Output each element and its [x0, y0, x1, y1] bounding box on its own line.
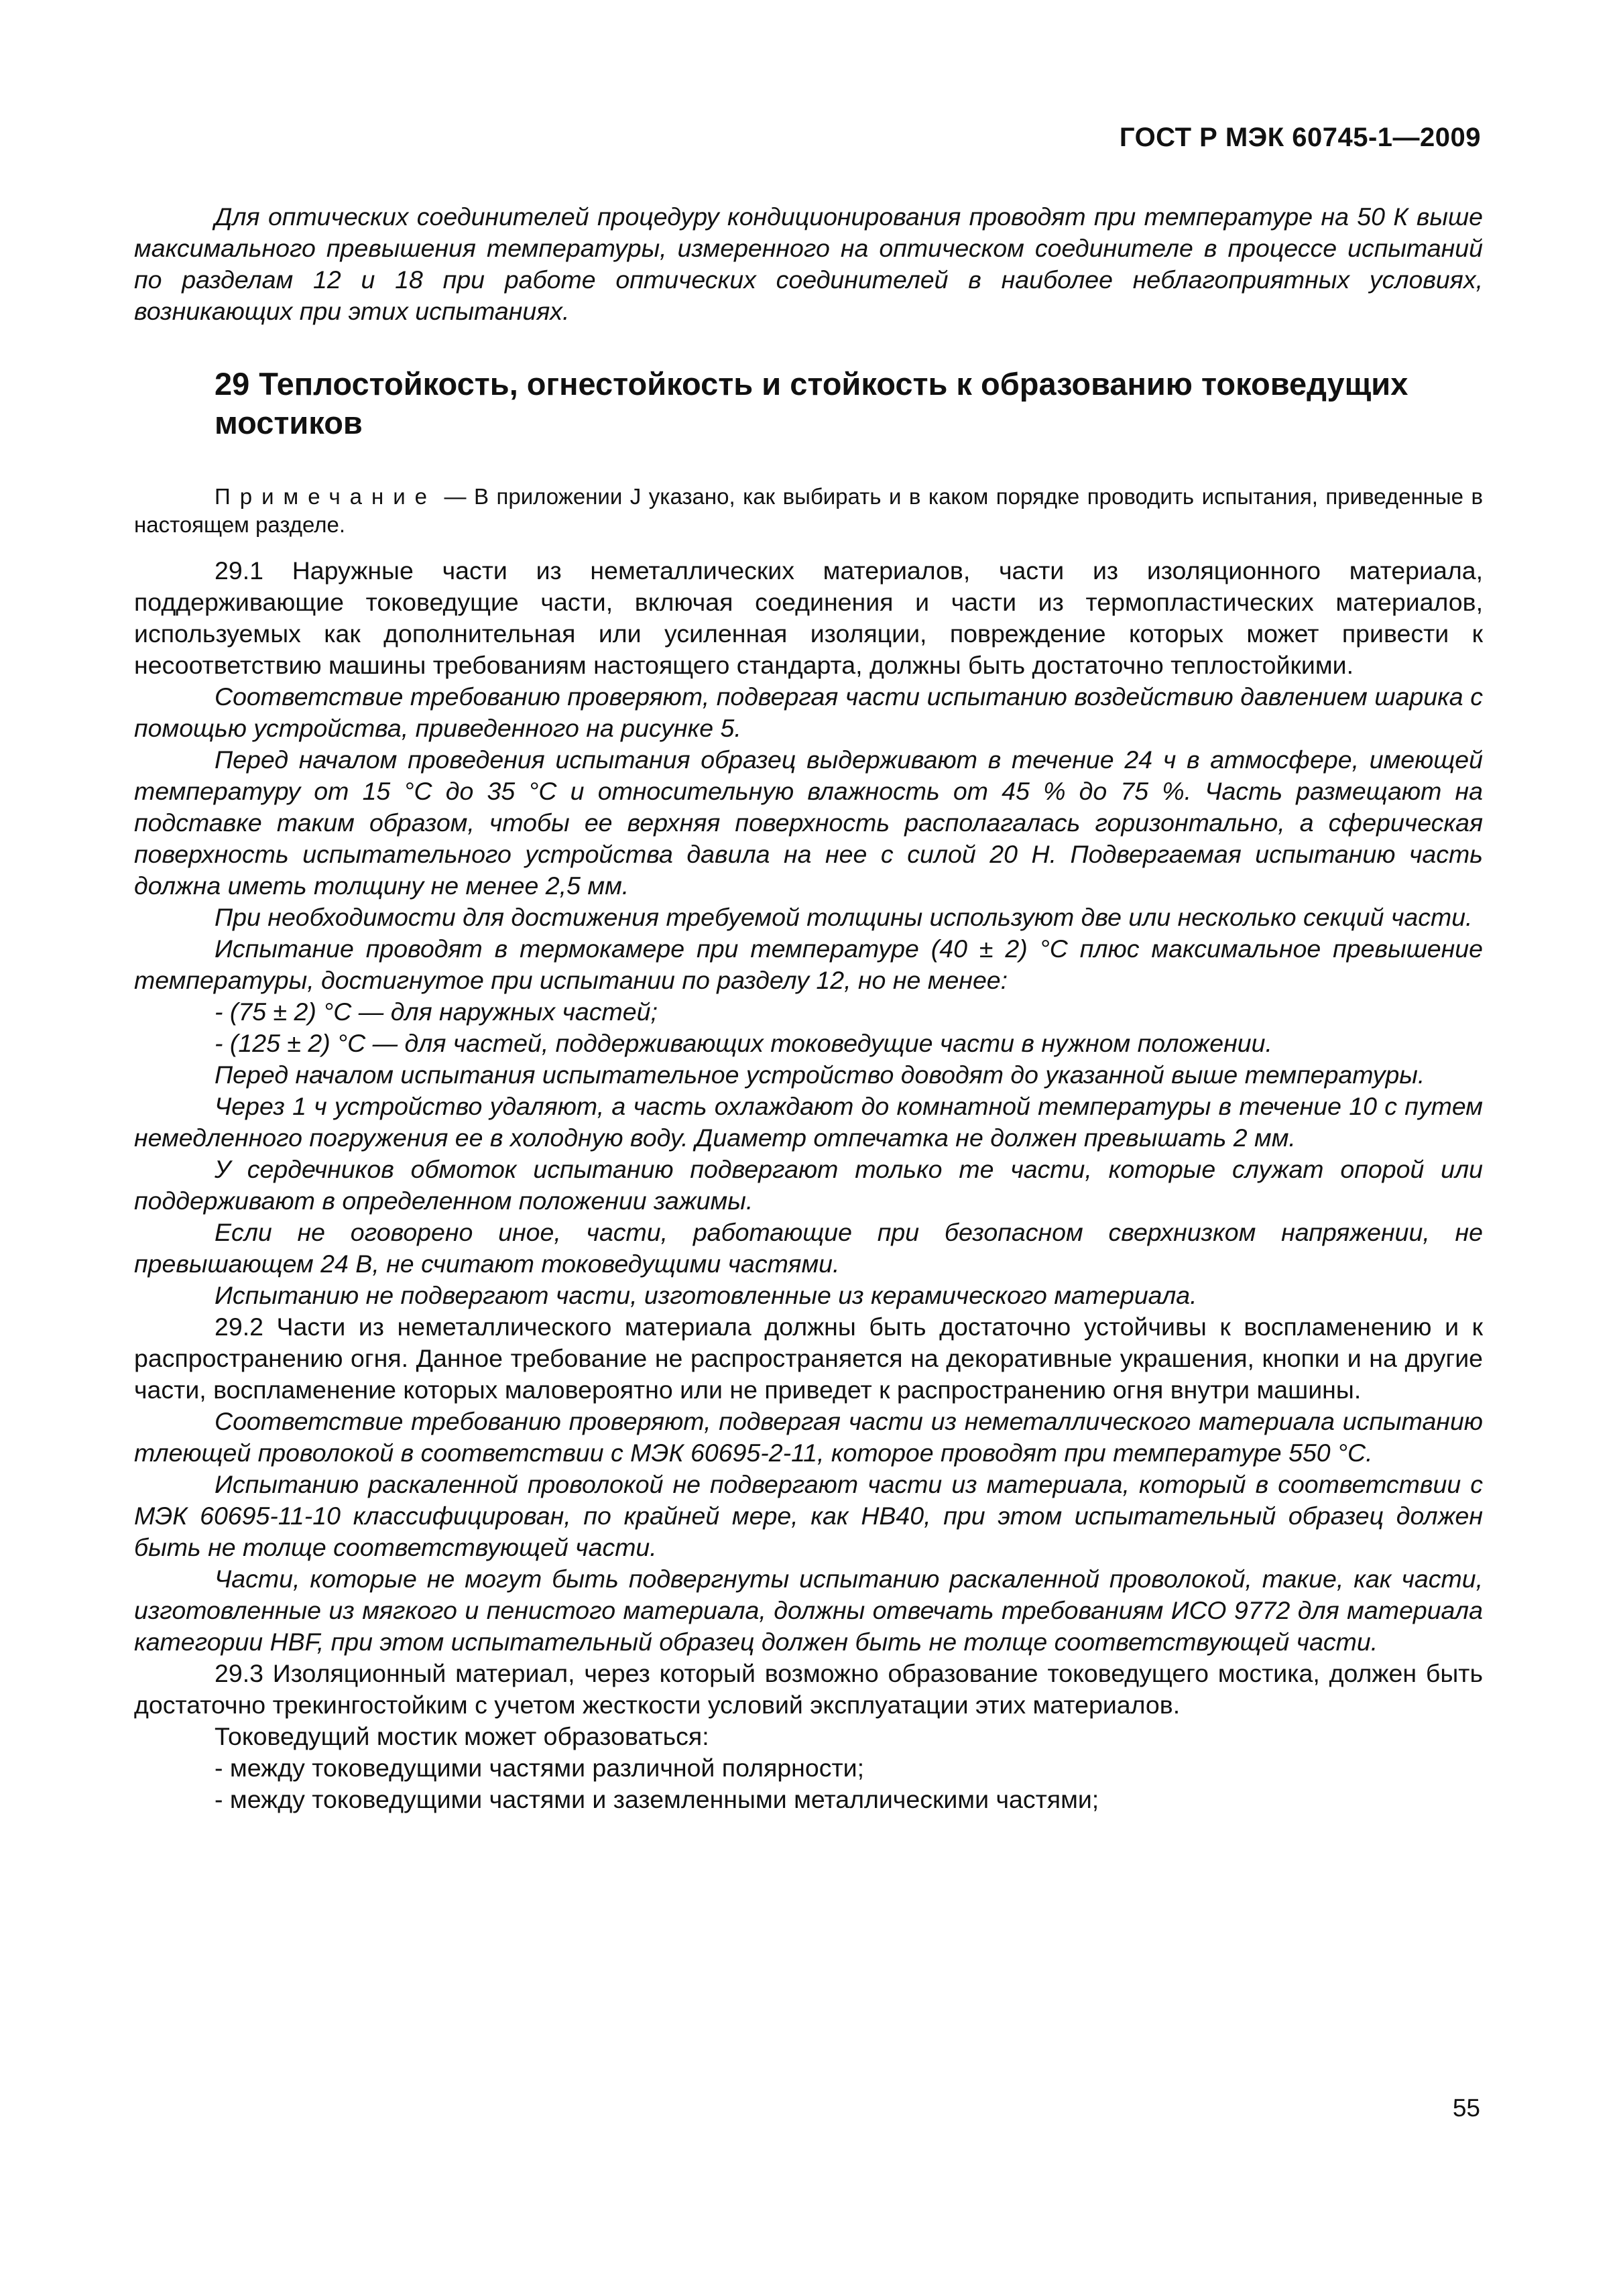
body-paragraph: Испытанию не подвергают части, изготовленные из керамического материала.: [215, 1281, 1197, 1309]
page-body: [134, 201, 1483, 1815]
body-paragraph: Если не оговорено иное, части, работающие при безопасном сверхнизком напряжении, не превышающем 24 В, не считают токоведущими частями.: [134, 1218, 1483, 1278]
body-paragraph: - между токоведущими частями различной полярности;: [215, 1754, 865, 1782]
body-paragraph: Соответствие требованию проверяют, подвергая части испытанию воздействию давлением шарика с помощью устройства, приведенного на рисунке 5.: [134, 682, 1483, 742]
document-code: ГОСТ Р МЭК 60745-1—2009: [1119, 123, 1481, 152]
body-paragraph: При необходимости для достижения требуемой толщины используют две или несколько секций части.: [215, 903, 1473, 931]
body-paragraph: Соответствие требованию проверяют, подвергая части из неметаллического материала испытанию тлеющей проволокой в соответствии с МЭК 60695-2-11, которое проводят при температуре 550 °С.: [134, 1407, 1483, 1467]
note-paragraph: [134, 483, 1483, 539]
section-number: 29: [215, 366, 250, 402]
body-paragraph: 29.3 Изоляционный материал, через который возможно образование токоведущего мостика, должен быть достаточно трекингостойким с учетом жесткости условий эксплуатации этих материалов.: [134, 1659, 1483, 1719]
body-paragraph: Через 1 ч устройство удаляют, а часть охлаждают до комнатной температуры в течение 10 с путем немедленного погружения ее в холодную воду. Диаметр отпечатка не должен превышать 2 мм.: [134, 1092, 1483, 1152]
intro-paragraph: Для оптических соединителей процедуру кондиционирования проводят при температуре на 50 К выше максимального превышения температуры, измеренного на оптическом соединителе в процессе испытаний по разделам 12 и 18 при работе оптических соединителей в наиболее неблагоприятных условиях, возникающих при этих испытаниях.: [134, 202, 1483, 325]
body-paragraph: 29.2 Части из неметаллического материала должны быть достаточно устойчивы к воспламенению и к распространению огня. Данное требование не распространяется на декоративные украшения, кнопки и на другие части, воспламенение которых маловероятно или не приведет к распространению огня внутри машины.: [134, 1313, 1483, 1404]
body-paragraph: У сердечников обмоток испытанию подвергают только те части, которые служат опорой или поддерживают в определенном положении зажимы.: [134, 1155, 1483, 1215]
section-heading: [134, 365, 1483, 442]
body-paragraph: - между токоведущими частями и заземленными металлическими частями;: [215, 1785, 1099, 1813]
body-paragraph: Перед началом проведения испытания образец выдерживают в течение 24 ч в атмосфере, имеющей температуру от 15 °С до 35 °С и относительную влажность от 45 % до 75 %. Часть размещают на подставке таким образом, чтобы ее верхняя поверхность располагалась горизонтально, а сферическая поверхность испытательного устройства давила на нее с силой 20 Н. Подвергаемая испытанию часть должна иметь толщину не менее 2,5 мм.: [134, 745, 1483, 900]
note-text: — В приложении J указано, как выбирать и в каком порядке проводить испытания, приведенные в настоящем разделе.: [134, 484, 1484, 537]
section-title: Теплостойкость, огнестойкость и стойкость к образованию токоведущих мостиков: [215, 366, 1408, 440]
body-paragraph: - (75 ± 2) °С — для наружных частей;: [215, 998, 658, 1026]
body-paragraph: Части, которые не могут быть подвергнуты испытанию раскаленной проволокой, такие, как части, изготовленные из мягкого и пенистого материала, должны отвечать требованиям ИСО 9772 для материала категории HBF, при этом испытательный образец должен быть не толще соответствующей части.: [134, 1565, 1483, 1656]
body-paragraph: Испытанию раскаленной проволокой не подвергают части из материала, который в соответствии с МЭК 60695-11-10 классифицирован, по крайней мере, как НВ40, при этом испытательный образец должен быть не толще соответствующей части.: [134, 1470, 1483, 1561]
body-paragraph: Перед началом испытания испытательное устройство доводят до указанной выше температуры.: [215, 1061, 1425, 1089]
page-number: 55: [1452, 2094, 1480, 2122]
body-paragraph: Токоведущий мостик может образоваться:: [215, 1722, 709, 1750]
body-paragraph: - (125 ± 2) °С — для частей, поддерживающих токоведущие части в нужном положении.: [215, 1029, 1272, 1057]
paragraph-list: [134, 555, 1483, 1815]
note-label: Примечание: [215, 484, 437, 509]
body-paragraph: 29.1 Наружные части из неметаллических материалов, части из изоляционного материала, поддерживающие токоведущие части, включая соединения и части из термопластических материалов, используемых как дополнительная или усиленная изоляции, повреждение которых может привести к несоответствию машины требованиям настоящего стандарта, должны быть достаточно теплостойкими.: [134, 556, 1483, 679]
body-paragraph: Испытание проводят в термокамере при температуре (40 ± 2) °С плюс максимальное превышение температуры, достигнутое при испытании по разделу 12, но не менее:: [134, 934, 1483, 994]
